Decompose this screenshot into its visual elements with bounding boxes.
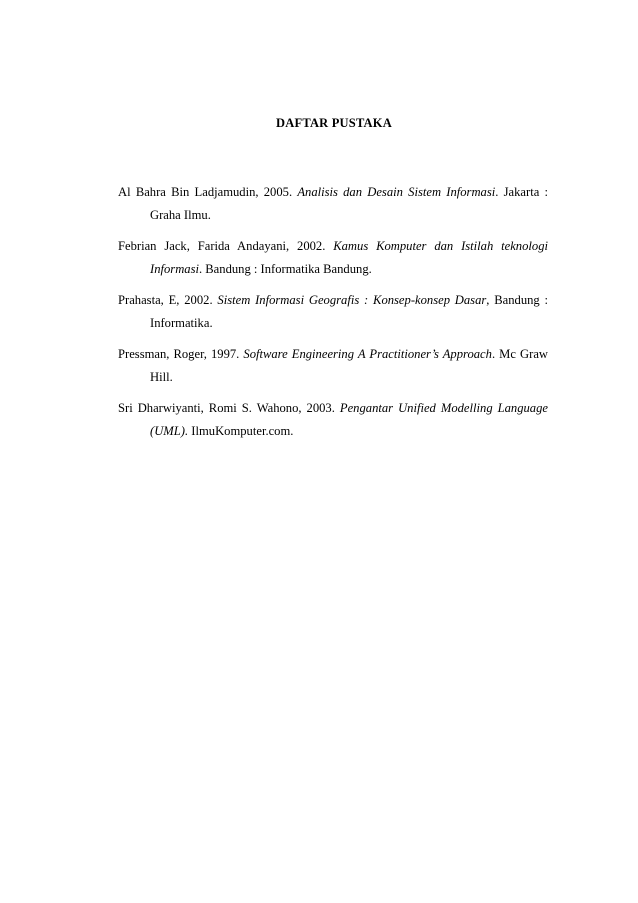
reference-publisher: . Bandung : Informatika Bandung. [198, 262, 372, 276]
reference-publisher: IlmuKomputer.com. [188, 424, 294, 438]
reference-list [118, 181, 548, 451]
reference-author-year: Prahasta, E, 2002. [118, 293, 218, 307]
reference-title: Pengantar Unified Modelling Language (UML). [150, 401, 548, 438]
reference-entry [118, 343, 548, 389]
reference-author-year: Pressman, Roger, 1997. [118, 347, 244, 361]
page-title: DAFTAR PUSTAKA [276, 116, 392, 130]
reference-author-year: Al Bahra Bin Ladjamudin, 2005. [118, 185, 298, 199]
reference-author-year: Febrian Jack, Farida Andayani, 2002. [118, 239, 334, 253]
reference-entry [118, 397, 548, 443]
reference-publisher: , Bandung : Informatika. [150, 293, 549, 330]
reference-publisher: . Jakarta : Graha Ilmu. [150, 185, 549, 222]
reference-entry [118, 289, 548, 335]
reference-title: Analisis dan Desain Sistem Informasi [297, 185, 496, 199]
reference-entry [118, 181, 548, 227]
reference-entry [118, 235, 548, 281]
reference-publisher: . Mc Graw Hill. [150, 347, 548, 384]
reference-title: Software Engineering A Practitioner’s Approach [243, 347, 492, 361]
reference-author-year: Sri Dharwiyanti, Romi S. Wahono, 2003. [118, 401, 340, 415]
reference-title: Kamus Komputer dan Istilah teknologi Informasi [150, 239, 548, 276]
reference-title: Sistem Informasi Geografis : Konsep-konsep Dasar [217, 293, 487, 307]
